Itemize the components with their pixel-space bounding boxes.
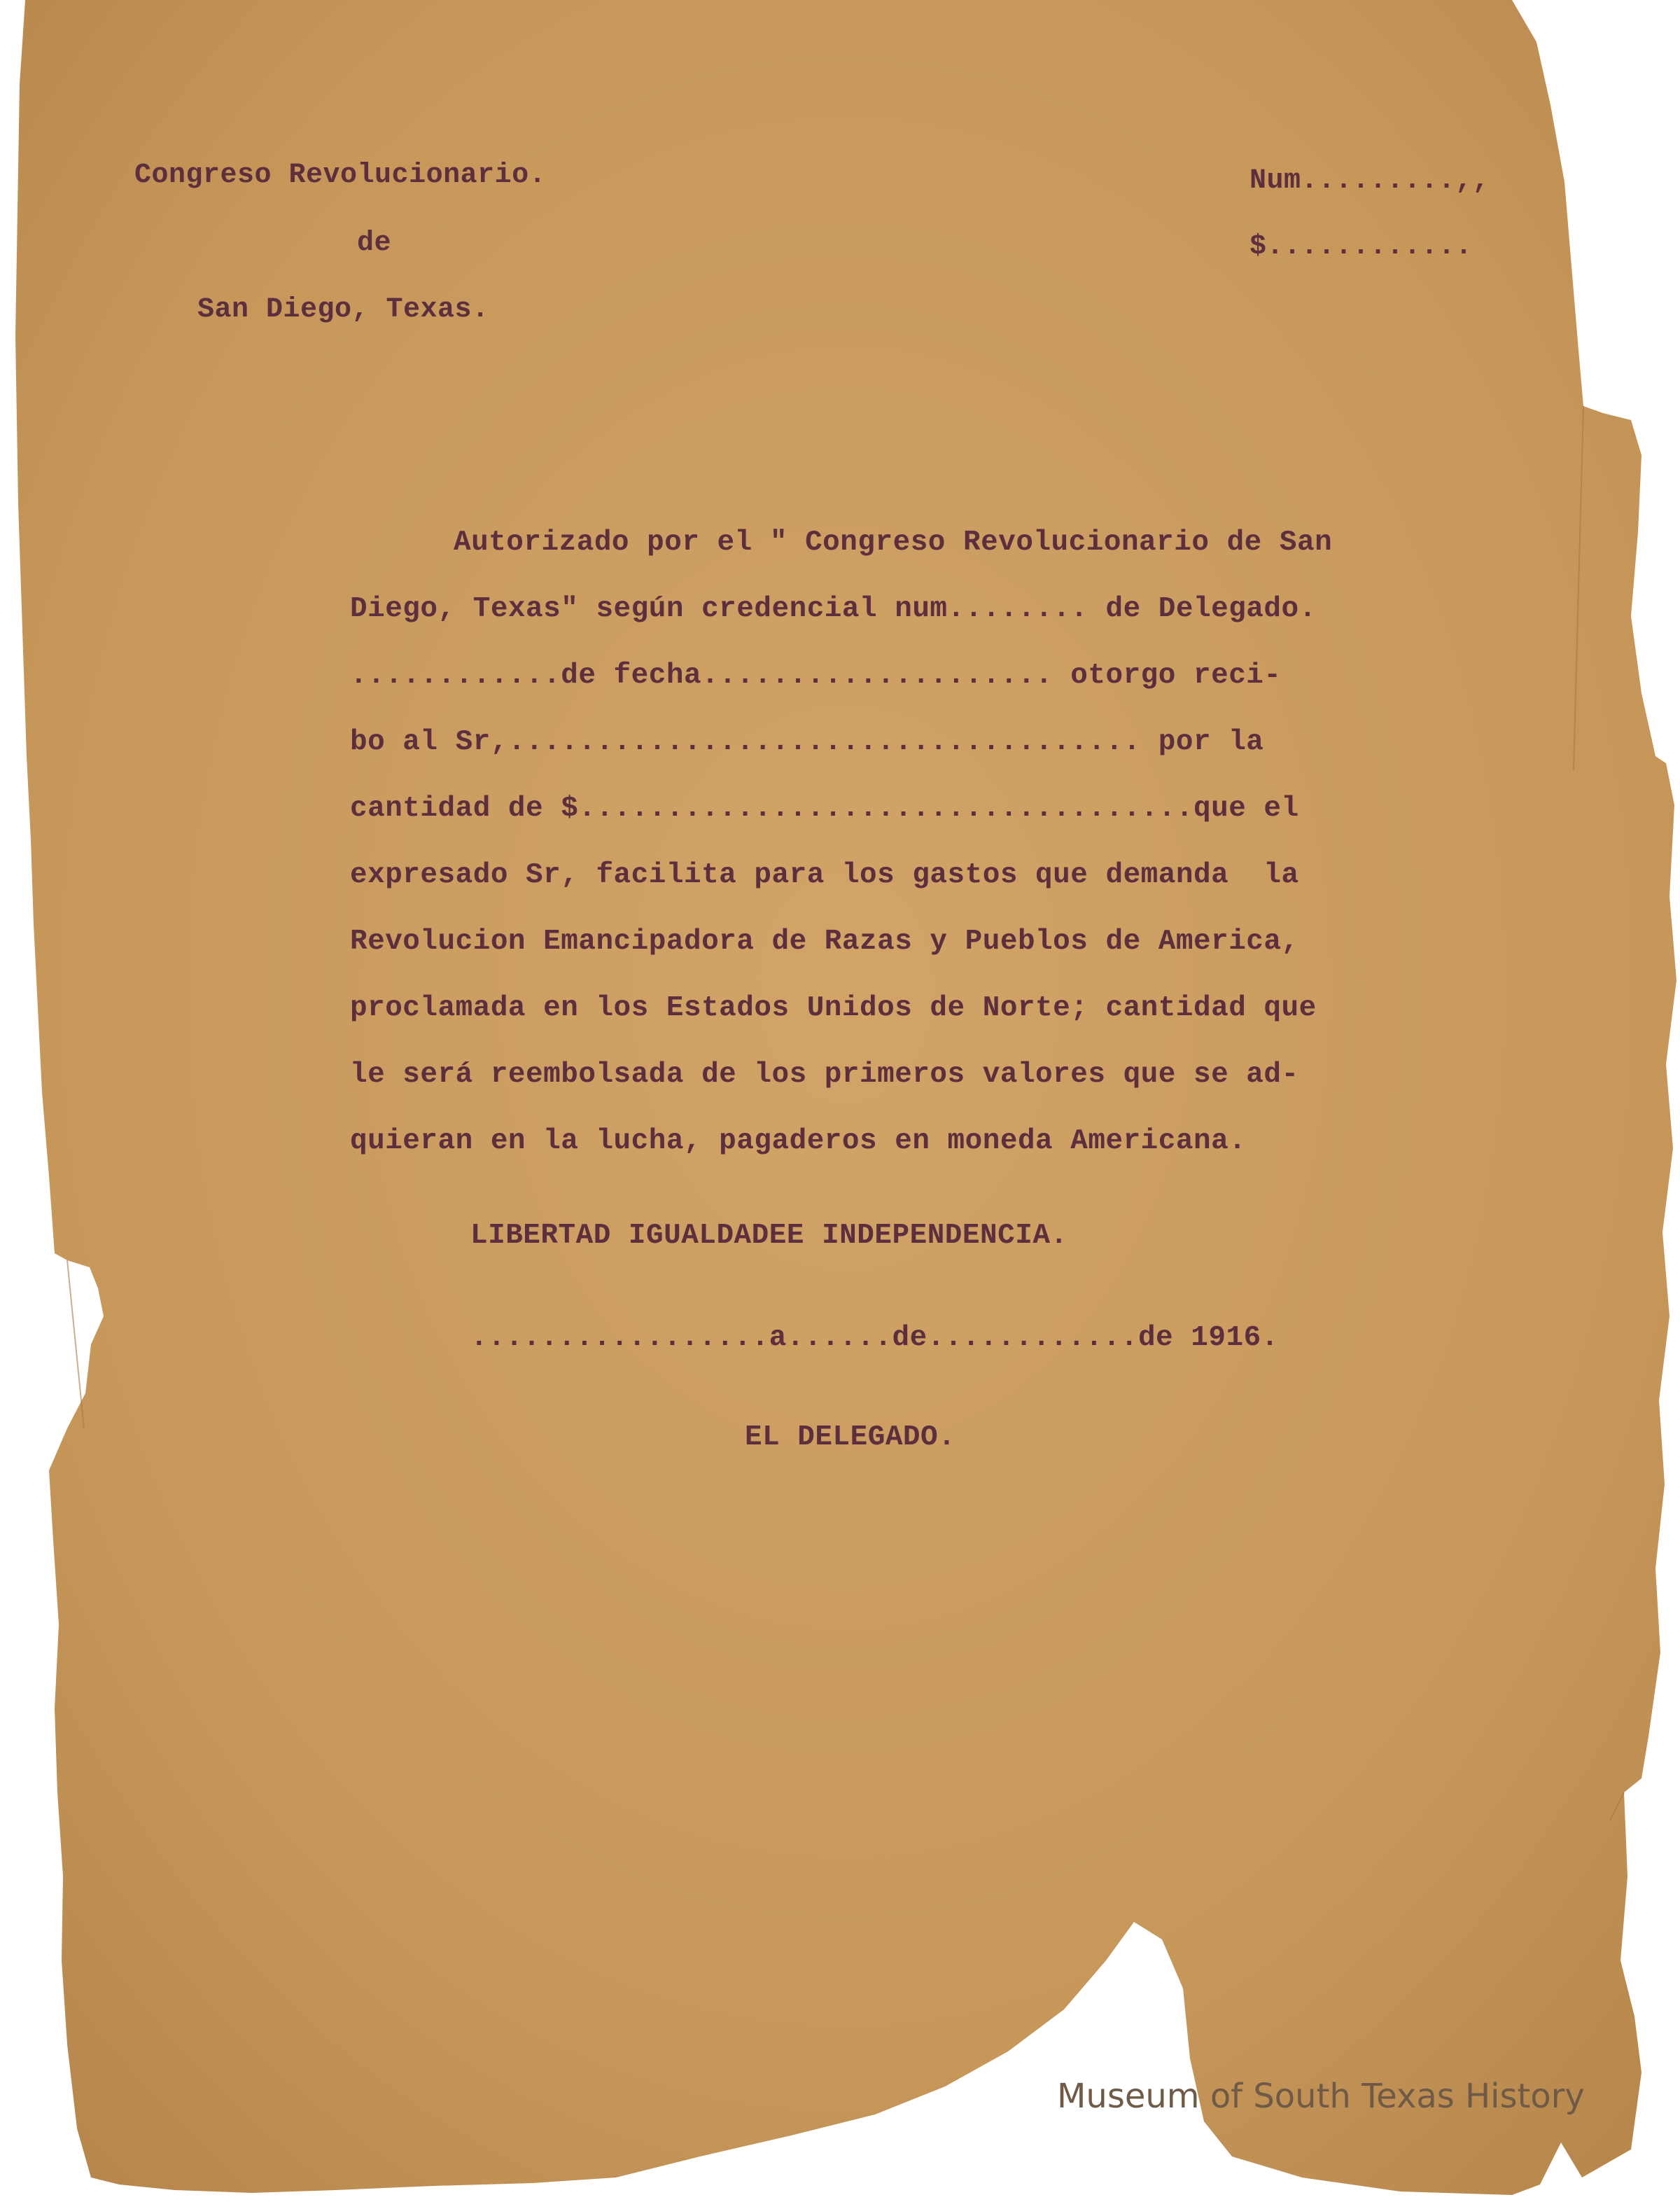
body-line: bo al Sr,.................................... por la: [350, 726, 1264, 758]
signature-label: EL DELEGADO.: [745, 1421, 956, 1454]
letterhead-line-1: Congreso Revolucionario.: [134, 160, 547, 191]
body-line: quieran en la lucha, pagaderos en moneda Americana.: [350, 1125, 1247, 1157]
body-line: Autorizado por el " Congreso Revolucionario de San: [454, 527, 1333, 559]
letterhead-line-2: de: [357, 228, 392, 259]
body-line: Revolucion Emancipadora de Razas y Pueblos de America,: [350, 926, 1299, 958]
body-line: ............de fecha.................... otorgo reci-: [350, 660, 1282, 692]
motto-line: LIBERTAD IGUALDADEE INDEPENDENCIA.: [470, 1220, 1068, 1252]
body-line: cantidad de $...................................que el: [350, 793, 1299, 825]
paper-torn-edge: [15, 0, 1676, 2195]
date-line: .................a......de............de 1916.: [470, 1322, 1279, 1354]
receipt-amount-field: $............: [1250, 231, 1473, 263]
museum-watermark: Museum of South Texas History: [1057, 2077, 1585, 2116]
body-line: expresado Sr, facilita para los gastos que demanda la: [350, 859, 1299, 891]
body-line: le será reembolsada de los primeros valores que se ad-: [350, 1059, 1299, 1091]
letterhead-line-3: San Diego, Texas.: [197, 294, 489, 326]
receipt-number-field: Num.........,,: [1250, 165, 1490, 197]
body-line: proclamada en los Estados Unidos de Norte; cantidad que: [350, 992, 1317, 1024]
body-line: Diego, Texas" según credencial num........ de Delegado.: [350, 593, 1317, 625]
